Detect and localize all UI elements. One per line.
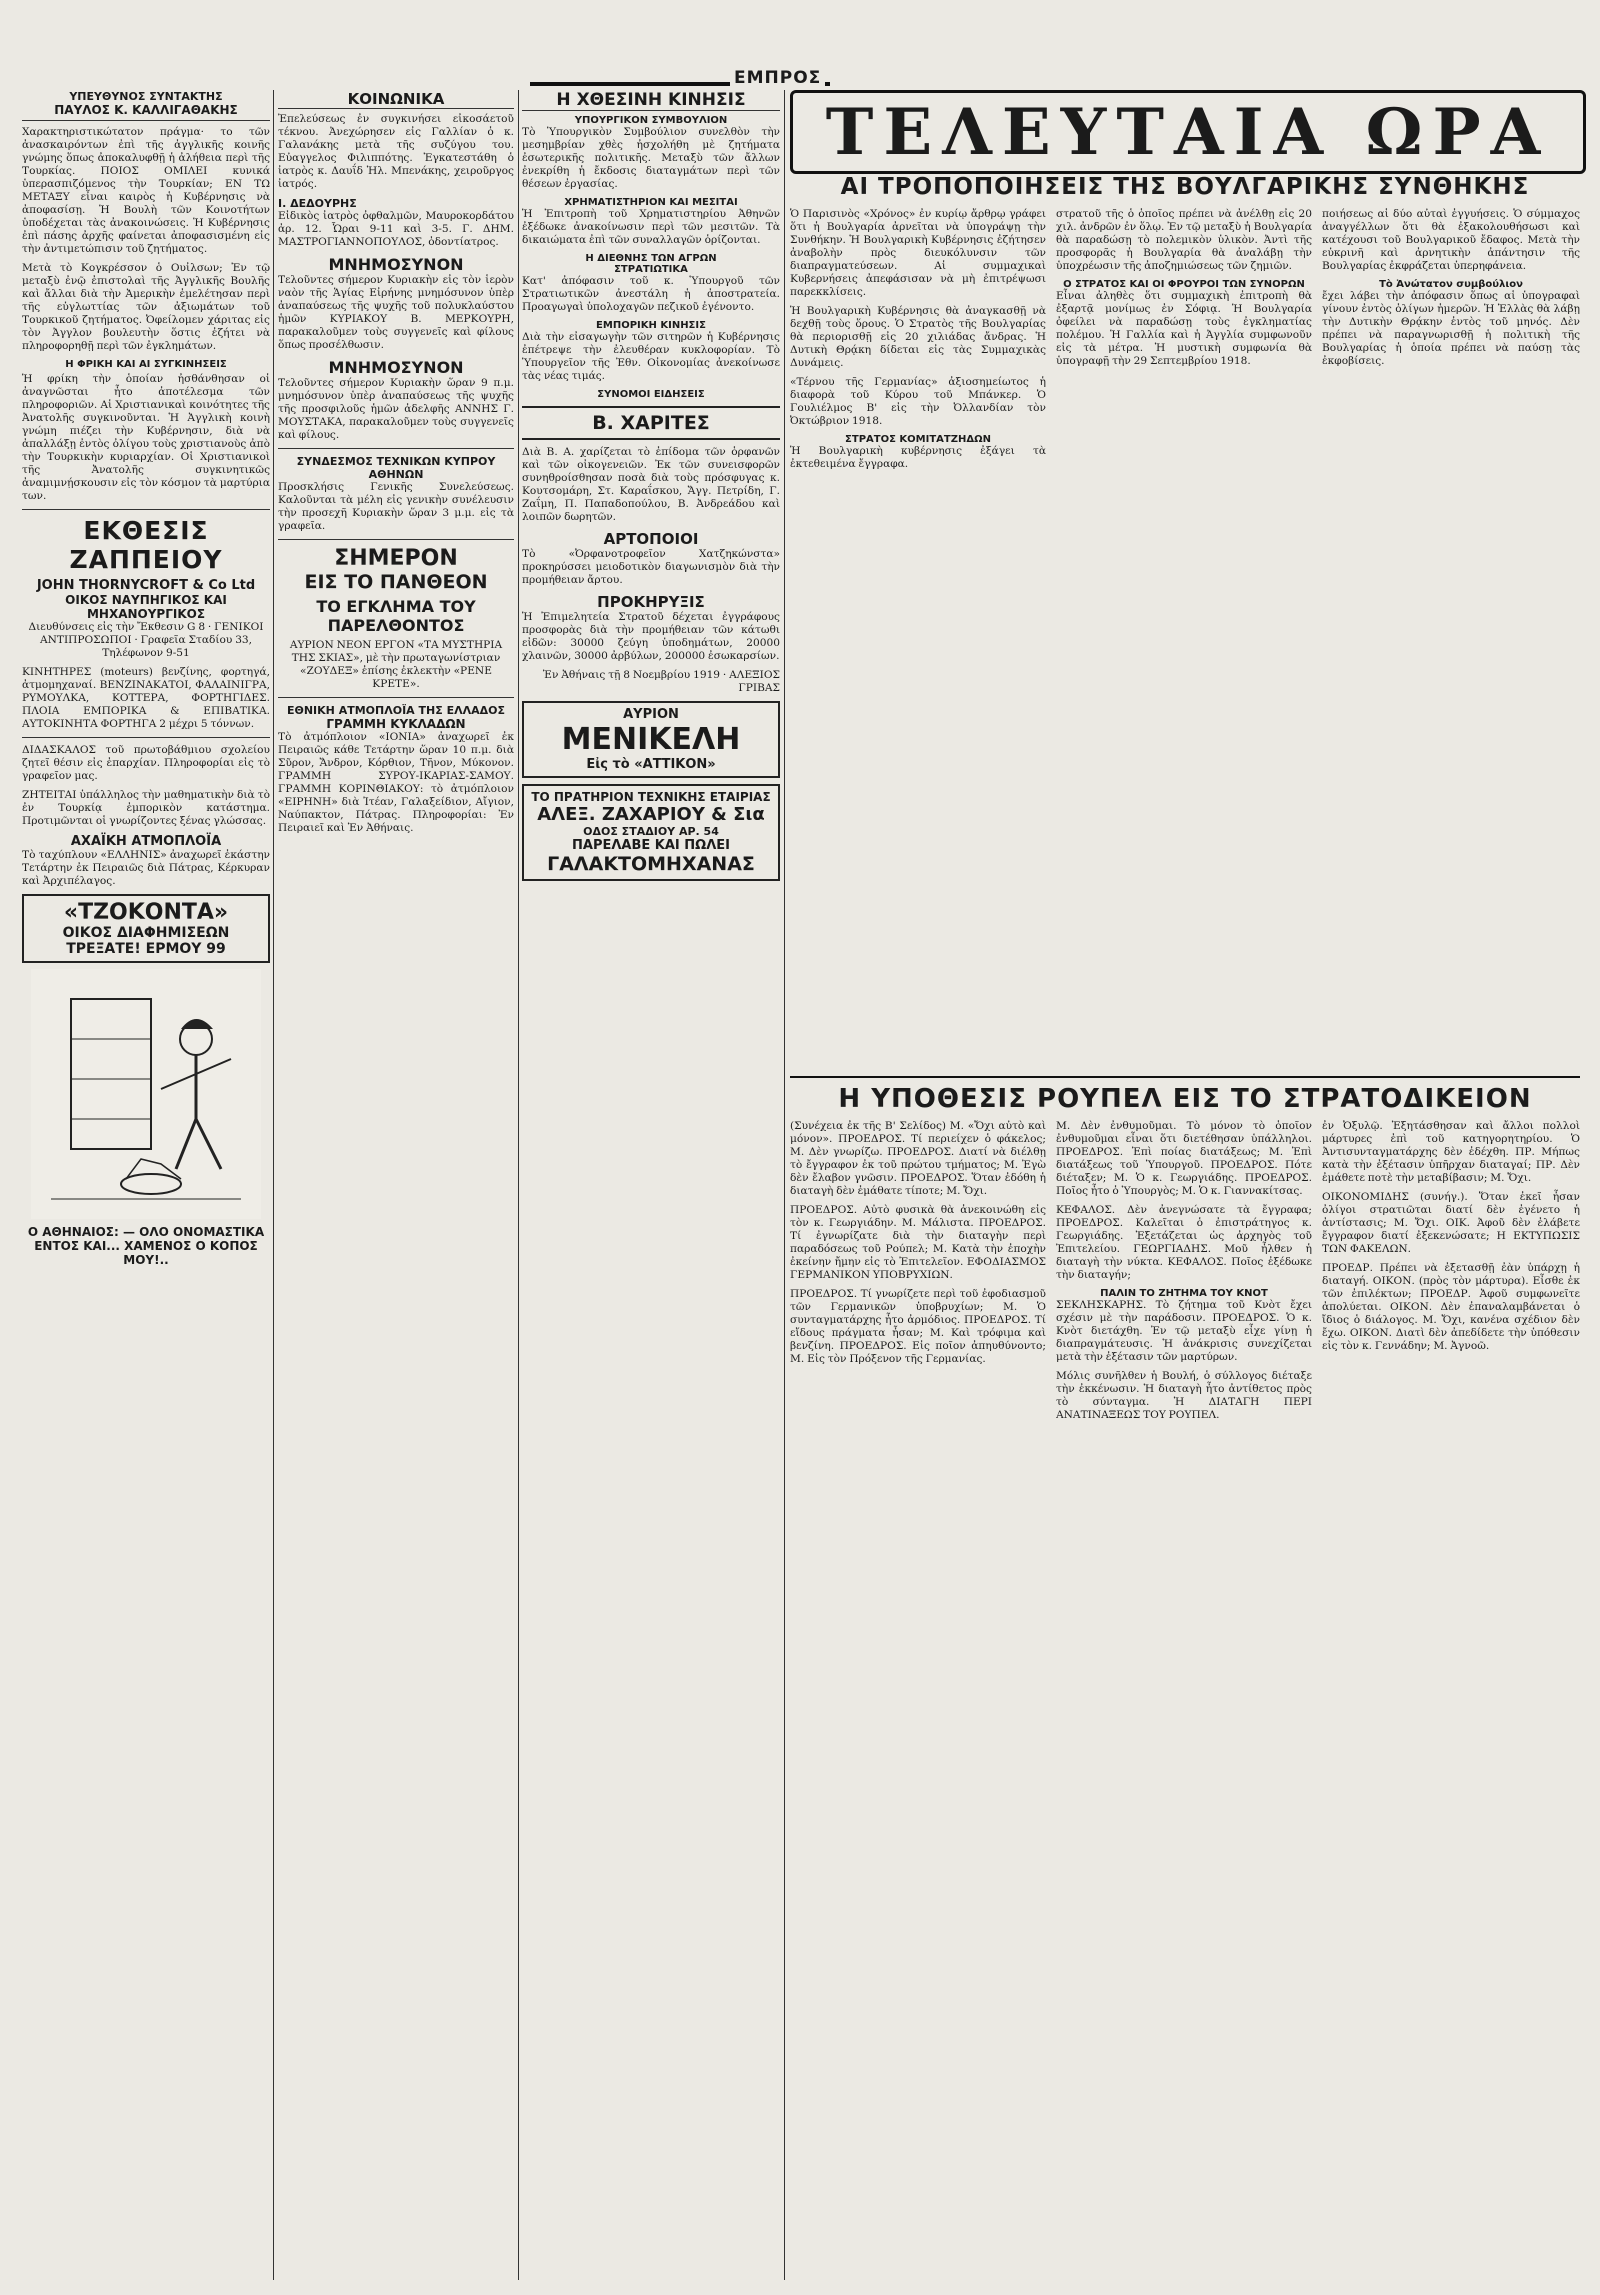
separator bbox=[22, 509, 270, 510]
shipping-ad-title: ΑΧΑΪΚΗ ΑΤΜΟΠΛΟΪΑ bbox=[70, 834, 222, 849]
union-title: ΣΥΝΔΕΣΜΟΣ ΤΕΧΝΙΚΩΝ ΚΥΠΡΟΥ ΑΘΗΝΩΝ bbox=[296, 455, 496, 481]
article-column bbox=[1056, 208, 1312, 1068]
trial-text: Μόλις συνῆλθεν ἡ Βουλή, ὁ σύλλογος διέταξε τὴν ἐκκένωσιν. Ἡ διαταγὴ ἦτο ἀντίθετος πρὸς τὸ σύνταγμα. Ἡ ΔΙΑΤΑΓΗ ΠΕΡΙ ΑΝΑΤΙΝΑΞΕΩΣ ΤΟΥ ΡΟΥΠΕΛ. bbox=[1056, 1370, 1312, 1421]
shipping-line: ΓΡΑΜΜΗ ΚΥΚΛΑΔΩΝ bbox=[326, 717, 466, 731]
news-text: Ἡ Ἐπιτροπὴ τοῦ Χρηματιστηρίου Ἀθηνῶν ἐξέδωκε ἀνακοίνωσιν περὶ τῶν μεσιτῶν. Τὰ δικαιώματα ἐπὶ τῶν συναλλαγῶν ὁρίζονται. bbox=[522, 208, 780, 246]
article-text: Ὁ Παρισινὸς «Χρόνος» ἐν κυρίῳ ἄρθρῳ γράφει ὅτι ἡ Βουλγαρία ἀρνεῖται νὰ ὑπογράψῃ τὴν Συνθήκην. Ἡ Βουλγαρικὴ Κυβέρνησις ἐζήτησεν ἀναβολὴν πρὸς διευκόλυνσιν τῶν διαπραγματεύσεων. Αἱ συμμαχικαὶ Κυβερνήσεις ἀπεφάσισαν νὰ μὴ ἐπιτρέψωσι παρεκκλίσεις. bbox=[790, 208, 1046, 298]
company-name: JOHN THORNYCROFT & Co Ltd bbox=[36, 578, 256, 593]
column-editorial bbox=[22, 90, 270, 2280]
trial-column bbox=[1322, 1120, 1580, 2280]
trial-text: ἐν Ὀξυλῷ. Ἐξητάσθησαν καὶ ἄλλοι πολλοὶ μάρτυρες ἐπὶ τοῦ κατηγορητηρίου. Ὁ Ἀντισυνταγματάρχης δὲν ἐδέχθη. ΠΡ. Μήπως κατὰ τὴν ἐξέτασιν ὑπῆρχαν διαταγαί; ΠΡ. Δὲν ἐμάθετε ποτὲ τὴν μεταβίβασιν; Μ. Ὄχι. bbox=[1322, 1120, 1580, 1184]
news-subhead: ΣΤΡΑΤΙΩΤΙΚΑ bbox=[614, 264, 688, 275]
news-subhead: Η ΔΙΕΘΝΗΣ ΤΩΝ ΑΓΡΩΝ bbox=[585, 253, 717, 264]
trial-text: ΠΡΟΕΔΡΟΣ. Αὐτὸ φυσικὰ θὰ ἀνεκοινώθη εἰς τὸν κ. Γεωργιάδην. Μ. Μάλιστα. ΠΡΟΕΔΡΟΣ. Τί ἐγνωρίζατε διὰ τὴν διαταγὴν περὶ παραδόσεως τοῦ Ρούπελ; Μ. Κατὰ τὴν ἐποχὴν ἐκείνην ἤμην εἰς τὸ Ἐπιτελεῖον. ΕΦΟΔΙΑΣΜΟΣ ΓΕΡΜΑΝΙΚΟΝ ΥΠΟΒΡΥΧΙΩΝ. bbox=[790, 1204, 1046, 1281]
editorial-text: Μετὰ τὸ Κογκρέσσον ὁ Ουἰλσων; Ἐν τῷ μεταξὺ ἐνῷ ἐπιστολαὶ τῆς Ἀγγλικῆς Βουλῆς καὶ ἄλλαι διὰ τὴν Ἀμερικὴν ἐμελέτησαν περὶ τῆς εὐγλωττίας τῶν ἀξιωμάτων τοῦ Τουρκικοῦ ζητήματος. Ὀφείλομεν χάριτας εἰς τὸν Ἀγγλον βουλευτὴν ὅστις ἐζήτει νὰ πληροφορηθῇ περὶ τῶν ἐγκλημάτων. bbox=[22, 262, 270, 352]
trial-text: ΣΕΚΛΗΣΚΑΡΗΣ. Τὸ ζήτημα τοῦ Κνὸτ ἔχει σχέσιν μὲ τὴν παράδοσιν. ΠΡΟΕΔΡΟΣ. Ὁ κ. Κνὸτ διετάχθη. Ἐν τῷ μεταξὺ εἶχε γίνῃ ἡ διαπραγμάτευσις. Ἡ ἀνάκρισις συνεχίζεται μετὰ τὴν ἐξέτασιν τῶν μαρτύρων. bbox=[1056, 1299, 1312, 1363]
shop-address: ΤΡΕΞΑΤΕ! ΕΡΜΟΥ 99 bbox=[66, 941, 226, 957]
news-text: Κατ' ἀπόφασιν τοῦ κ. Ὑπουργοῦ τῶν Στρατιωτικῶν ἀνεστάλη ἡ ἀποστρατεία. Προαγωγαὶ ὑπολοχαγῶν πεζικοῦ ἐγένοντο. bbox=[522, 275, 780, 313]
social-title: ΚΟΙΝΩΝΙΚΑ bbox=[278, 90, 514, 109]
trial-text: (Συνέχεια ἐκ τῆς Β' Σελίδος) Μ. «Ὄχι αὐτὸ καὶ μόνον». ΠΡΟΕΔΡΟΣ. Τί περιείχεν ὁ φάκελος; Μ. Δὲν γνωρίζω. ΠΡΟΕΔΡΟΣ. Διατί νὰ διέλθῃ τὸ ἔγγραφον ἐκ τοῦ πρώτου τμήματος; Μ. Ἐγὼ δὲν ἔλαβον γνῶσιν. ΠΡΟΕΔΡΟΣ. Ὅταν ἐδόθη ἡ διαταγὴ δὲν ἐμάθατε τίποτε; Μ. Ὄχι. bbox=[790, 1120, 1046, 1197]
notice-title: ΠΡΟΚΗΡΥΞΙΣ bbox=[597, 593, 705, 611]
trial-column bbox=[790, 1120, 1046, 2280]
trial-text: ΠΡΟΕΔΡ. Πρέπει νὰ ἐξετασθῇ ἐὰν ὑπάρχῃ ἡ διαταγή. ΟΙΚΟΝ. (πρὸς τὸν μάρτυρα). Εἶσθε ἐκ τῶν ἐπιλέκτων; ΠΡΟΕΔΡ. Ἀφοῦ συμφωνεῖτε ἀπολύεται. ΟΙΚΟΝ. Δὲν ἐπαναλαμβάνεται ὁ ἴδιος ὁ διάλογος. Μ. Ὄχι, κανένα σχέδιον δὲν ἔχω. ΟΙΚΟΝ. Διατὶ δὲν ἀπεδίδετε τὴν ὑπόθεσιν εἰς τὸν κ. Γεννάδην; Μ. Ἀγνοῶ. bbox=[1322, 1262, 1580, 1352]
store-line: ΤΟ ΠΡΑΤΗΡΙΟΝ ΤΕΧΝΙΚΗΣ ΕΤΑΙΡΙΑΣ bbox=[531, 790, 771, 804]
memorial-text: Τελοῦντες σήμερον Κυριακὴν ὥραν 9 π.μ. μνημόσυνον ὑπὲρ ἀναπαύσεως τῆς ψυχῆς τῆς προσφιλοῦς ἡμῶν ἀδελφῆς ΑΝΝΗΣ Γ. ΜΟΥΣΤΑΚΑ, παρακαλοῦμεν τοὺς συγγενεῖς καὶ φίλους. bbox=[278, 377, 514, 441]
store-ad bbox=[522, 784, 780, 881]
company-note: Διευθύνσεις εἰς τὴν Ἔκθεσιν G 8 · ΓΕΝΙΚΟΙ ΑΝΤΙΠΡΟΣΩΠΟΙ · Γραφεῖα Σταδίου 33, Τηλέφωνον 9-51 bbox=[28, 621, 264, 659]
ad-text: ΚΙΝΗΤΗΡΕΣ (moteurs) βενζίνης, φορτηγά, ἀτμομηχαναί. ΒΕΝΖΙΝΑΚΑΤΟΙ, ΦΑΛΑΙΝΙΓΡΑ, ΡΥΜΟΥΛΚΑ, ΚΟΤΤΕΡΑ, ΦΟΡΤΗΓΙΔΕΣ. ΠΛΟΙΑ ΕΜΠΟΡΙΚΑ & ΕΠΙΒΑΤΙΚΑ. ΑΥΤΟΚΙΝΗΤΑ ΦΟΡΤΗΓΑ 2 μέχρι 5 τόννων. bbox=[22, 666, 270, 730]
article-subhead: Ο ΣΤΡΑΤΟΣ ΚΑΙ ΟΙ ΦΡΟΥΡΟΙ ΤΩΝ ΣΥΝΟΡΩΝ bbox=[1063, 279, 1305, 290]
trial-text: ΚΕΦΑΛΟΣ. Δὲν ἀνεγνώσατε τὰ ἔγγραφα; ΠΡΟΕΔΡΟΣ. Καλεῖται ὁ ἐπιστράτηγος κ. Γεωργιάδης. Ἐξετάζεται ὡς ἀρχηγὸς τοῦ Ἐπιτελείου. ΓΕΩΡΓΙΑΔΗΣ. Μοῦ ἦλθεν ἡ διαταγὴ τὴν νύκτα. ΚΕΦΑΛΟΣ. Ποῖος ἐξέδωκε τὴν διαταγήν; bbox=[1056, 1204, 1312, 1281]
separator bbox=[278, 448, 514, 449]
trial-subhead: ΠΑΛΙΝ ΤΟ ΖΗΤΗΜΑ ΤΟΥ ΚΝΟΤ bbox=[1100, 1288, 1268, 1299]
article-column bbox=[1322, 208, 1580, 1068]
last-hour-banner bbox=[790, 90, 1586, 174]
trial-column bbox=[1056, 1120, 1312, 2280]
editorial-subhead: Η ΦΡΙΚΗ ΚΑΙ ΑΙ ΣΥΓΚΙΝΗΣΕΙΣ bbox=[65, 359, 227, 370]
today-title: ΣΗΜΕΡΟΝ bbox=[334, 546, 458, 571]
notice-text: Ἡ Ἐπιμελητεία Στρατοῦ δέχεται ἐγγράφους προσφορὰς διὰ τὴν προμήθειαν τῶν κάτωθι εἰδῶν: 30000 ζεύγη ὑποδημάτων, 20000 χλαινῶν, 30000 ἀρβύλων, 200000 ἐσωκαρσίων. bbox=[522, 611, 780, 662]
article-text: στρατοῦ τῆς ὁ ὁποῖος πρέπει νὰ ἀνέλθῃ εἰς 20 χιλ. ἀνδρῶν ἐν ὅλῳ. Ἐν τῷ μεταξὺ ἡ Βουλγαρία θὰ παραδώσῃ τὸ πολεμικὸν ὑλικὸν. Ἀντὶ τῆς προσφορᾶς ἡ Βουλγαρία θὰ ἀναλάβῃ τὴν ὑποχρέωσιν τῆς ἀποζημιώσεως τῶν ζημιῶν. bbox=[1056, 208, 1312, 272]
play-ad bbox=[522, 701, 780, 778]
main-headline: ΑΙ ΤΡΟΠΟΠΟΙΗΣΕΙΣ ΤΗΣ ΒΟΥΛΓΑΡΙΚΗΣ ΣΥΝΘΗΚΗΣ bbox=[840, 174, 1530, 200]
article-text: «Τέρνου τῆς Γερμανίας» ἀξιοσημείωτος ἡ διαφορὰ τοῦ Κύρου τοῦ Μπάνκερ. Ὁ Γουλιέλμος Β' εἰς τὴν Ὀλλανδίαν τὸν Ὀκτώβριον 1918. bbox=[790, 376, 1046, 427]
notice-sign: Ἐν Ἀθήναις τῇ 8 Νοεμβρίου 1919 · ΑΛΕΞΙΟΣ ΓΡΙΒΑΣ bbox=[542, 669, 780, 694]
shop-sub: ΟΙΚΟΣ ΔΙΑΦΗΜΙΣΕΩΝ bbox=[62, 925, 230, 941]
expo-title: ΕΚΘΕΣΙΣ ΖΑΠΠΕΙΟΥ bbox=[69, 516, 223, 574]
news-subhead: ΧΡΗΜΑΤΙΣΤΗΡΙΟΝ ΚΑΙ ΜΕΣΙΤΑΙ bbox=[564, 197, 738, 208]
editor-name: ΠΑΥΛΟΣ Κ. ΚΑΛΛΙΓΑΘΑΚΗΣ bbox=[22, 103, 270, 121]
editor-label: ΥΠΕΥΘΥΝΟΣ ΣΥΝΤΑΚΤΗΣ bbox=[69, 90, 223, 103]
store-item: ΓΑΛΑΚΤΟΜΗΧΑΝΑΣ bbox=[547, 853, 755, 875]
play-venue: Εἰς τὸ «ΑΤΤΙΚΟΝ» bbox=[586, 757, 716, 772]
bakers-title: ΑΡΤΟΠΟΙΟΙ bbox=[603, 530, 699, 548]
company-sub: ΟΙΚΟΣ ΝΑΥΠΗΓΙΚΟΣ ΚΑΙ ΜΗΧΑΝΟΥΡΓΙΚΟΣ bbox=[65, 593, 227, 621]
store-name: ΑΛΕΞ. ΖΑΧΑΡΙΟΥ & Σια bbox=[537, 804, 765, 825]
cartoon-caption: Ο ΑΘΗΝΑΙΟΣ: — ΟΛΟ ΟΝΟΜΑΣΤΙΚΑ ΕΝΤΟΣ ΚΑΙ... ΧΑΜΕΝΟΣ Ο ΚΟΠΟΣ ΜΟΥ!.. bbox=[27, 1225, 265, 1267]
news-subhead: ΕΜΠΟΡΙΚΗ ΚΙΝΗΣΙΣ bbox=[596, 320, 706, 331]
social-text: Ἐπελεύσεως ἐν συγκινήσει εἰκοσάετοῦ τέκνου. Ἀνεχώρησεν εἰς Γαλλίαν ὁ κ. Γαλανάκης μετὰ τῆς συζύγου του. Εὐαγγελος Φιλιππότης. Ἐγκατεστάθη ὁ ἰατρὸς κ. Δαυΐδ Ἡλ. Μπενάκης, χειροῦργος ἰατρός. bbox=[278, 113, 514, 190]
cartoon-illustration bbox=[31, 969, 261, 1219]
film-title: ΤΟ ΕΓΚΛΗΜΑ ΤΟΥ ΠΑΡΕΛΘΟΝΤΟΣ bbox=[316, 597, 476, 635]
shop-ad bbox=[22, 894, 270, 963]
banner-title: ΤΕΛΕΥΤΑΙΑ ΩΡΑ bbox=[825, 94, 1551, 170]
article-text: Εἶναι ἀληθὲς ὅτι συμμαχικὴ ἐπιτροπὴ θὰ ἐξαρτᾷ μονίμως ἐν Σόφιᾳ. Ἡ Βουλγαρία ὀφείλει νὰ παραδώσῃ τοὺς ἐγκληματίας πολέμου. Ἡ Γαλλία καὶ ἡ Ἀγγλία συμφωνοῦν εἰς τὰ μέτρα. Ἡ μυστικὴ συμφωνία θὰ ὑπογραφῇ τὴν 29 Σεπτεμβρίου 1918. bbox=[1056, 290, 1312, 367]
separator bbox=[22, 737, 270, 738]
charity-title: Β. ΧΑΡΙΤΕΣ bbox=[592, 412, 710, 434]
news-text: Τὸ Ὑπουργικὸν Συμβούλιον συνελθὸν τὴν μεσημβρίαν χθὲς ἠσχολήθη μὲ ζητήματα ἐσωτερικῆς πολιτικῆς. Μεταξὺ τῶν ἄλλων ἐνεκρίθη ἡ ἔκδοσις διαταγμάτων περὶ τῶν θέσεων ἐργασίας. bbox=[522, 126, 780, 190]
play-title: ΜΕΝΙΚΕΛΗ bbox=[561, 722, 741, 757]
charity-text: Διὰ Β. Α. χαρίζεται τὸ ἐπίδομα τῶν ὁρφανῶν καὶ τῶν οἰκογενειῶν. Ἐκ τῶν συνεισφορῶν συνηθροίσθησαν ποσὰ διὰ τοὺς πρόσφυγας κ. Κουτσομάρη, Στ. Καραΐσκου, Ἄγγ. Πετρίδη, Γ. Ζαΐμη, Π. Παπαδοπούλου, Β. Ἀνδρεάδου καὶ λοιπῶν δωρητῶν. bbox=[522, 446, 780, 523]
trial-headline: Η ΥΠΟΘΕΣΙΣ ΡΟΥΠΕΛ ΕΙΣ ΤΟ ΣΤΡΑΤΟΔΙΚΕΙΟΝ bbox=[790, 1076, 1580, 1114]
masthead-title: ΕΜΠΡΟΣ bbox=[730, 68, 825, 88]
article-column bbox=[790, 208, 1046, 1068]
trial-text: Μ. Δὲν ἐνθυμοῦμαι. Τὸ μόνον τὸ ὁποῖον ἐνθυμοῦμαι εἶναι ὅτι διετέθησαν ὑπάλληλοι. ΠΡΟΕΔΡΟΣ. Ἐπὶ ποίας διατάξεως; Μ. Ἐπὶ διατάξεως τοῦ Ὑπουργοῦ. ΠΡΟΕΔΡΟΣ. Πότε διέταξεν; Μ. Ὁ κ. Γεωργιάδης. ΠΡΟΕΔΡΟΣ. Ποῖος ἦτο ὁ Ὑπουργὸς; Μ. Ὁ κ. Γιαννακίτσας. bbox=[1056, 1120, 1312, 1197]
charity-box bbox=[522, 406, 780, 440]
play-day: ΑΥΡΙΟΝ bbox=[623, 707, 679, 722]
union-text: Προσκλήσις Γενικῆς Συνελεύσεως. Καλοῦνται τὰ μέλη εἰς γενικὴν συνέλευσιν τὴν προσεχῆ Κυριακὴν ὥραν 3 μ.μ. εἰς τὰ γραφεῖα. bbox=[278, 481, 514, 532]
separator bbox=[278, 697, 514, 698]
doctor-text: Εἰδικὸς ἰατρὸς ὀφθαλμῶν, Μαυροκορδάτου ἀρ. 12. Ὧραι 9-11 καὶ 3-5. Γ. ΔΗΜ. ΜΑΣΤΡΟΓΙΑΝΝΟΠΟΥΛΟΣ, ὀδοντίατρος. bbox=[278, 210, 514, 248]
column-divider bbox=[784, 90, 785, 2280]
ad-text: Τὸ ταχύπλουν «ΕΛΛΗΝΙΣ» ἀναχωρεῖ ἐκάστην Τετάρτην ἐκ Πειραιῶς διὰ Πάτρας, Κέρκυραν καὶ Ἀρχιπέλαγος. bbox=[22, 849, 270, 887]
film-text: ΑΥΡΙΟΝ ΝΕΟΝ ΕΡΓΟΝ «ΤΑ ΜΥΣΤΗΡΙΑ ΤΗΣ ΣΚΙΑΣ», μὲ τὴν πρωταγωνίστριαν «ΖΟΥΔΕΞ» ἐπίσης ἐκλεκτὴν «ΡΕΝΕ ΚΡΕΤΕ». bbox=[289, 639, 503, 690]
doctor-title: Ι. ΔΕΔΟΥΡΗΣ bbox=[278, 197, 357, 210]
shop-name: «ΤΖΟΚΟΝΤΑ» bbox=[63, 900, 229, 925]
news-subhead: ΥΠΟΥΡΓΙΚΟΝ ΣΥΜΒΟΥΛΙΟΝ bbox=[574, 115, 728, 126]
shipping-text: Τὸ ἀτμόπλοιον «ΙΟΝΙΑ» ἀναχωρεῖ ἐκ Πειραιῶς κάθε Τετάρτην ὥραν 10 π.μ. διὰ Σῦρον, Ἄνδρον, Κόρθιον, Τῆνον, Μύκονον. ΓΡΑΜΜΗ ΣΥΡΟΥ-ΙΚΑΡΙΑΣ-ΣΑΜΟΥ. ΓΡΑΜΜΗ ΚΟΡΙΝΘΙΑΚΟΥ: τὸ ἀτμόπλοιον «ΕΙΡΗΝΗ» διὰ Ἰτέαν, Γαλαξείδιον, Αἴγιον, Ναύπακτον, Πάτρας. Πληροφορίαι: Ἐν Πειραιεῖ καὶ Ἐν Ἀθήναις. bbox=[278, 731, 514, 834]
news-subhead: ΣΥΝΟΜΟΙ ΕΙΔΗΣΕΙΣ bbox=[597, 389, 705, 400]
memorial-title: ΜΝΗΜΟΣΥΝΟΝ bbox=[328, 358, 464, 377]
column-divider bbox=[518, 90, 519, 2280]
article-subhead: Τὸ Ἀνώτατον συμβούλιον bbox=[1379, 279, 1523, 290]
front-page-main bbox=[790, 90, 1580, 2280]
today-sub: ΕΙΣ ΤΟ ΠΑΝΘΕΟΝ bbox=[304, 571, 488, 593]
news-text: Διὰ τὴν εἰσαγωγὴν τῶν σιτηρῶν ἡ Κυβέρνησις ἐπέτρεψε τὴν ἐλευθέραν κυκλοφορίαν. Τὸ Ὑπουργεῖον τῆς Ἐθν. Οἰκονομίας ἀνεκοίνωσε τὰς νέας τιμάς. bbox=[522, 331, 780, 382]
column-news bbox=[522, 90, 780, 2280]
trial-text: ΟΙΚΟΝΟΜΙΔΗΣ (συνήγ.). Ὅταν ἐκεῖ ἦσαν ὀλίγοι στρατιῶται διατί δὲν ἐγένετο ἡ ἀντίστασις; Μ. Ὄχι. ΟΙΚ. Ἀφοῦ δὲν ἐλάβετε ἔγγραφον διατί ἐξεκενώσατε; Η ΕΚΤΥΠΩΣΙΣ ΤΩΝ ΦΑΚΕΛΩΝ. bbox=[1322, 1191, 1580, 1255]
memorial-title: ΜΝΗΜΟΣΥΝΟΝ bbox=[328, 255, 464, 274]
article-text: ποιήσεως αἱ δύο αὐταὶ ἐγγυήσεις. Ὁ σύμμαχος ἀναγγέλλων ὅτι θὰ ἐξακολουθήσωσι καὶ κατέχουσι τοῦ Βουλγαρικοῦ ἔδαφος. Μετὰ τὴν εὐκρινῆ καὶ ἀρνητικὴν ἀπάντησιν τῆς Βουλγαρίας ἐκφράζεται ὑπερηφάνεια. bbox=[1322, 208, 1580, 272]
trial-text: ΠΡΟΕΔΡΟΣ. Τί γνωρίζετε περὶ τοῦ ἐφοδιασμοῦ τῶν Γερμανικῶν ὑποβρυχίων; Μ. Ὁ συνταγματάρχης ἦτο ἀρμόδιος. ΠΡΟΕΔΡΟΣ. Τί εἴδους πράγματα ἦσαν; Μ. Καὶ τρόφιμα καὶ βενζίνη. ΠΡΟΕΔΡΟΣ. Εἰς ποῖον ἀπηυθύνοντο; Μ. Εἰς τὸν Πρόξενον τῆς Γερμανίας. bbox=[790, 1288, 1046, 1365]
column-divider bbox=[273, 90, 274, 2280]
news-head: Η ΧΘΕΣΙΝΗ ΚΙΝΗΣΙΣ bbox=[522, 90, 780, 111]
ad-text: ΔΙΔΑΣΚΑΛΟΣ τοῦ πρωτοβάθμιου σχολείου ζητεῖ θέσιν εἰς ἐπαρχίαν. Πληροφορίαι εἰς τὸ γραφεῖον μας. bbox=[22, 744, 270, 782]
editorial-text: Ἡ φρίκη τὴν ὁποίαν ἠσθάνθησαν οἱ ἀναγνῶσται ἦτο ἀποτέλεσμα τῶν πληροφοριῶν. Αἱ Χριστιανικαὶ κοινότητες τῆς Ἀνατολῆς συγκινοῦνται. Ἡ Ἀγγλικὴ κοινὴ γνώμη πιέζει τὴν Κυβέρνησιν, διὰ νὰ ἀπαλλάξῃ ἐντὸς ὀλίγου τοὺς χριστιανοὺς ἀπὸ τὴν Τουρκικὴν κυριαρχίαν. Οἱ Χριστιανικοὶ τῆς Ἀνατολῆς συγκινητικῶς ἀναμιμνῄσκουσιν εἰς τὸν κόσμον τὰ μαρτύρια των. bbox=[22, 373, 270, 502]
editorial-text: Χαρακτηριστικώτατον πράγμα· το τῶν ἀνασκαιρόντων ἐπὶ τῆς ἀγγλικῆς κοινῆς γνώμης ὅπως ἀποκαλυφθῇ ἡ ἀλήθεια περὶ τῆς Τουρκίας. ΠΟΙΟΣ ΟΜΙΛΕΙ κυνικά ὑπερασπιζόμενος τὴν Τουρκίαν; ΕΝ ΤΩ ΜΕΤΑΞΥ εἶναι καιρὸς ἡ Κυβέρνησις νὰ ἀποφασίσῃ. Ἡ Βουλὴ τῶν Κοινοτήτων ὑποδέχεται τὰς ἀνακοινώσεις. Ἡ Κυβέρνησις ἐπὶ πάσης ἀρχῆς φαίνεται ἀποφασισμένη εἰς τὴν ἀντιμετώπισιν τοῦ ζητήματος. bbox=[22, 126, 270, 255]
article-text: Ἡ Βουλγαρικὴ κυβέρνησις ἐξάγει τὰ ἐκτεθειμένα ἔγγραφα. bbox=[790, 445, 1046, 470]
shipping-title: ΕΘΝΙΚΗ ΑΤΜΟΠΛΟΪΑ ΤΗΣ ΕΛΛΑΔΟΣ bbox=[286, 704, 506, 717]
separator bbox=[278, 539, 514, 540]
article-subhead: ΣΤΡΑΤΟΣ ΚΟΜΙΤΑΤΖΗΔΩΝ bbox=[845, 434, 991, 445]
store-took: ΠΑΡΕΛΑΒΕ ΚΑΙ ΠΩΛΕΙ bbox=[572, 838, 730, 853]
article-text: Ἡ Βουλγαρικὴ Κυβέρνησις θὰ ἀναγκασθῇ νὰ δεχθῇ τοὺς ὅρους. Ὁ Στρατὸς τῆς Βουλγαρίας θὰ περιορισθῇ εἰς 20 χιλιάδας ἄνδρας. Ἡ Δυτικὴ Θρᾴκη δίδεται εἰς τὰς Συμμαχικὰς Δυνάμεις. bbox=[790, 305, 1046, 369]
bakers-text: Τὸ «Ὀρφανοτροφεῖον Χατζηκώνστα» προκηρύσσει μειοδοτικὸν διαγωνισμὸν διὰ τὴν προμήθειαν ἄρτου. bbox=[522, 548, 780, 586]
column-social bbox=[278, 90, 514, 2280]
ad-text: ΖΗΤΕΙΤΑΙ ὑπάλληλος τὴν μαθηματικὴν διὰ τὸ ἐν Τουρκίᾳ ἐμπορικὸν κατάστημα. Προτιμῶνται οἱ γνωρίζοντες ξένας γλώσσας. bbox=[22, 789, 270, 827]
article-text: ἔχει λάβει τὴν ἀπόφασιν ὅπως αἱ ὑπογραφαὶ γίνουν ἐντὸς ὀλίγων ἡμερῶν. Ἡ Ἑλλὰς θὰ λάβῃ τὴν Δυτικὴν Θρᾴκην ἐντὸς τοῦ μηνός. Δὲν πρέπει νὰ παραγνωρισθῇ ἡ πολιτικὴ τῆς Βουλγαρίας ἡ ὁποία πρέπει νὰ παύσῃ τὰς ἐκφοβίσεις. bbox=[1322, 290, 1580, 367]
store-address: ΟΔΟΣ ΣΤΑΔΙΟΥ ΑΡ. 54 bbox=[583, 825, 719, 838]
memorial-text: Τελοῦντες σήμερον Κυριακὴν εἰς τὸν ἱερὸν ναὸν τῆς Ἁγίας Εἰρήνης μνημόσυνον ὑπὲρ ἀναπαύσεως τῆς ψυχῆς τοῦ πολυκλαύστου ἡμῶν ΚΥΡΙΑΚΟΥ Β. ΜΕΡΚΟΥΡΗ, παρακαλοῦμεν τοὺς συγγενεῖς καὶ φίλους ὅπως προσέλθωσιν. bbox=[278, 274, 514, 351]
